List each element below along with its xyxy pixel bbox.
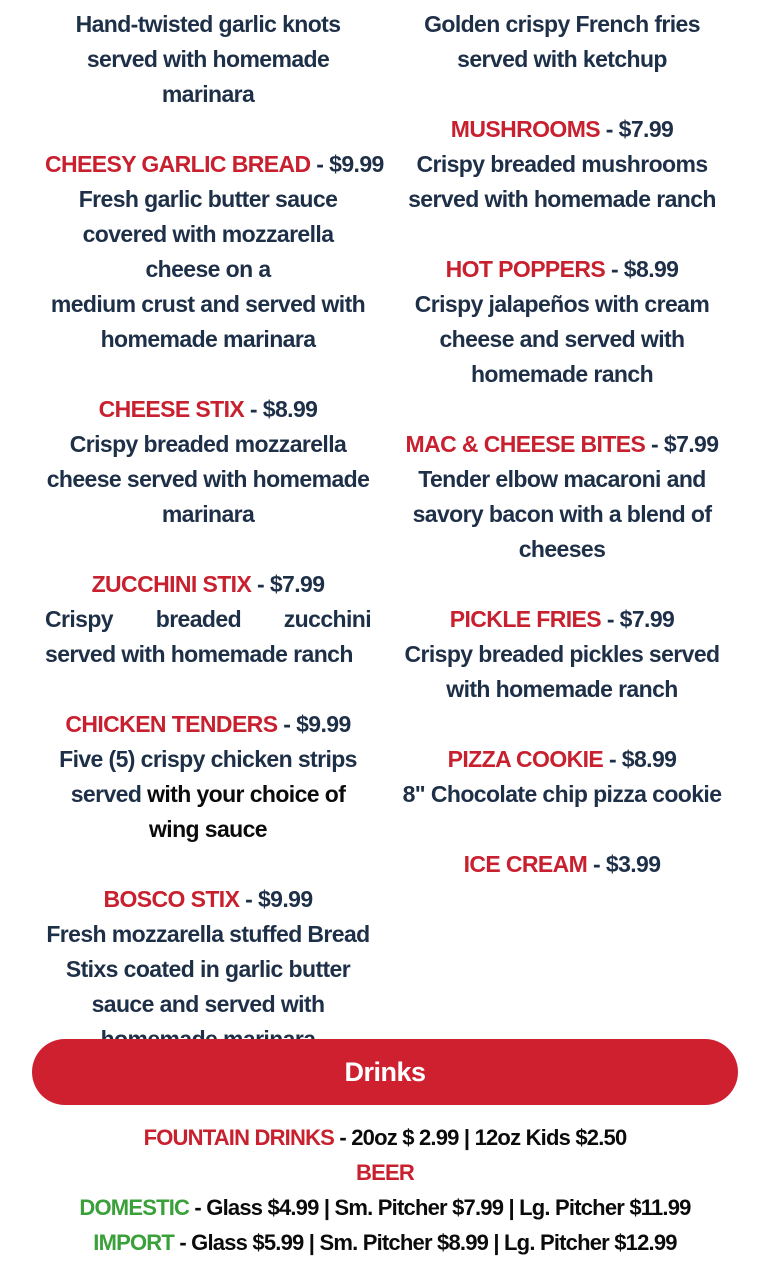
menu-item-name: MUSHROOMS (450, 116, 600, 142)
drink-name: DOMESTIC (79, 1195, 190, 1220)
menu-item-price: - $9.99 (277, 711, 351, 737)
drinks-section-header: Drinks (32, 1039, 738, 1105)
menu-item-hot-poppers (398, 252, 726, 392)
menu-item-description: Tender elbow macaroni and savory bacon with a blend of cheeses (412, 466, 712, 562)
menu-item-description: Crispy breaded pickles served with homemade ranch (404, 641, 720, 702)
menu-item-price: - $7.99 (600, 116, 674, 142)
menu-item-description-part: Five (5) crispy chicken strips served (59, 746, 357, 807)
drink-row-domestic (0, 1190, 770, 1225)
drink-price-detail: - Glass $4.99 | Sm. Pitcher $7.99 | Lg. Pitcher $11.99 (189, 1195, 691, 1220)
menu-item-price: - $7.99 (251, 571, 325, 597)
menu-item-description: Crispy breaded zucchini served with homemade ranch (45, 606, 371, 667)
menu-item-mushrooms (398, 112, 726, 217)
menu-item-name: MAC & CHEESE BITES (405, 431, 646, 457)
menu-item-zucchini-stix (45, 567, 371, 672)
menu-item-price: - $9.99 (310, 151, 384, 177)
menu-item-pickle-fries (398, 602, 726, 707)
menu-item-name: PIZZA COOKIE (447, 746, 604, 772)
menu-item-description: Hand-twisted garlic knots served with homemade marinara (75, 11, 341, 107)
menu-item-description-part: with your choice of wing sauce (141, 781, 346, 842)
menu-item-bosco-stix (45, 882, 371, 1057)
menu-item-name: BOSCO STIX (103, 886, 240, 912)
menu-item-price: - $3.99 (587, 851, 661, 877)
drink-row-import (0, 1225, 770, 1260)
menu-item-price: - $7.99 (645, 431, 719, 457)
menu-column-right (398, 7, 726, 917)
drinks-list (0, 1120, 770, 1260)
menu-item-description: Golden crispy French fries served with ketchup (424, 11, 700, 72)
beer-heading (0, 1155, 770, 1190)
menu-item-description: 8" Chocolate chip pizza cookie (402, 781, 722, 807)
french-fries-item (398, 7, 726, 77)
menu-item-chicken-tenders (45, 707, 371, 847)
menu-item-price: - $8.99 (605, 256, 679, 282)
menu-item-pizza-cookie (398, 742, 726, 812)
menu-item-name: HOT POPPERS (445, 256, 606, 282)
menu-item-name: ZUCCHINI STIX (91, 571, 252, 597)
menu-item-price: - $8.99 (603, 746, 677, 772)
drink-name: FOUNTAIN DRINKS (143, 1125, 335, 1150)
menu-item-ice-cream (398, 847, 726, 882)
drink-price-detail: - 20oz $ 2.99 | 12oz Kids $2.50 (334, 1125, 627, 1150)
drink-name: IMPORT (93, 1230, 175, 1255)
menu-item-description (45, 742, 371, 847)
menu-item-name: CHEESE STIX (98, 396, 245, 422)
menu-item-mac-cheese-bites (398, 427, 726, 567)
menu-item-description: Fresh mozzarella stuffed Bread Stixs coated in garlic butter sauce and served with (46, 921, 370, 1017)
menu-item-description-continued: medium crust and served with homemade marinara (50, 291, 366, 352)
menu-item-description: Crispy breaded mushrooms served with homemade ranch (408, 151, 716, 212)
menu-item-name: CHICKEN TENDERS (65, 711, 278, 737)
menu-item-price: - $8.99 (244, 396, 318, 422)
menu-item-name: CHEESY GARLIC BREAD (45, 151, 311, 177)
menu-item-name: ICE CREAM (463, 851, 588, 877)
menu-item-cheesy-garlic-bread (45, 147, 384, 357)
drink-price-detail: - Glass $5.99 | Sm. Pitcher $8.99 | Lg. Pitcher $12.99 (174, 1230, 677, 1255)
menu-item-price: - $9.99 (239, 886, 313, 912)
drink-row-fountain (0, 1120, 770, 1155)
menu-item-description: Crispy jalapeños with cream cheese and served with homemade ranch (414, 291, 710, 387)
garlic-knots-item (45, 7, 371, 112)
menu-column-left (45, 7, 384, 1092)
menu-item-cheese-stix (45, 392, 371, 532)
menu-item-name: PICKLE FRIES (449, 606, 602, 632)
menu-item-description: Crispy breaded mozzarella cheese served with homemade marinara (46, 431, 370, 527)
beer-heading-label: BEER (356, 1160, 414, 1185)
menu-item-price: - $7.99 (601, 606, 675, 632)
menu-item-description: Fresh garlic butter sauce covered with mozzarella cheese on a (78, 186, 338, 282)
